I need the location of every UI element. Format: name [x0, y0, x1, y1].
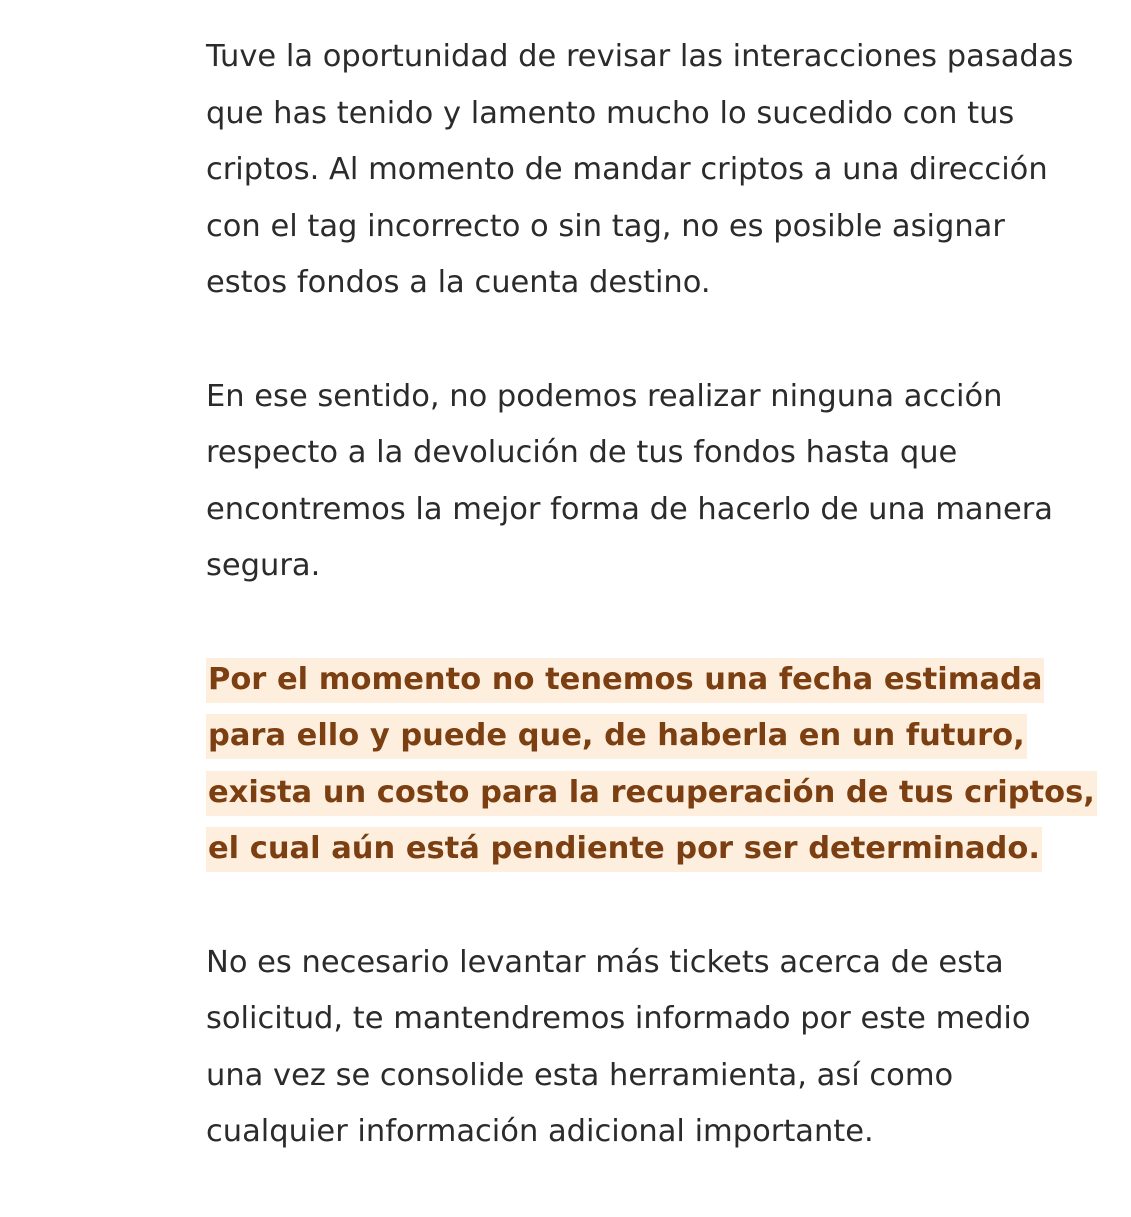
highlighted-text: el cual aún está pendiente por ser determinado. [206, 827, 1042, 872]
text-line: que has tenido y lamento mucho lo sucedido con tus [206, 95, 1015, 131]
text-line: criptos. Al momento de mandar criptos a una dirección [206, 152, 1048, 188]
text-line: segura. [206, 548, 321, 584]
paragraph-no-action [206, 369, 1106, 595]
highlighted-text: Por el momento no tenemos una fecha estimada [206, 658, 1044, 703]
text-line: una vez se consolide esta herramienta, así como [206, 1057, 954, 1093]
highlighted-paragraph-no-date [206, 652, 1106, 878]
text-line: encontremos la mejor forma de hacerlo de una manera [206, 491, 1053, 527]
highlighted-text: para ello y puede que, de haberla en un futuro, [206, 714, 1027, 759]
text-line: con el tag incorrecto o sin tag, no es posible asignar [206, 208, 1005, 244]
paragraph-no-more-tickets [206, 935, 1106, 1161]
highlighted-line [206, 821, 1106, 878]
text-line: cualquier información adicional importante. [206, 1114, 874, 1150]
text-line: No es necesario levantar más tickets acerca de esta [206, 944, 1004, 980]
highlighted-line [206, 708, 1106, 765]
text-line: estos fondos a la cuenta destino. [206, 265, 711, 301]
highlighted-line [206, 765, 1106, 822]
highlighted-text: exista un costo para la recuperación de tus criptos, [206, 771, 1097, 816]
support-message-body [206, 29, 1106, 1217]
highlighted-line [206, 652, 1106, 709]
text-line: solicitud, te mantendremos informado por este medio [206, 1001, 1031, 1037]
text-line: respecto a la devolución de tus fondos hasta que [206, 435, 958, 471]
paragraph-tag-explanation [206, 29, 1106, 312]
text-line: En ese sentido, no podemos realizar ninguna acción [206, 378, 1003, 414]
text-line: Tuve la oportunidad de revisar las interacciones pasadas [206, 39, 1074, 74]
